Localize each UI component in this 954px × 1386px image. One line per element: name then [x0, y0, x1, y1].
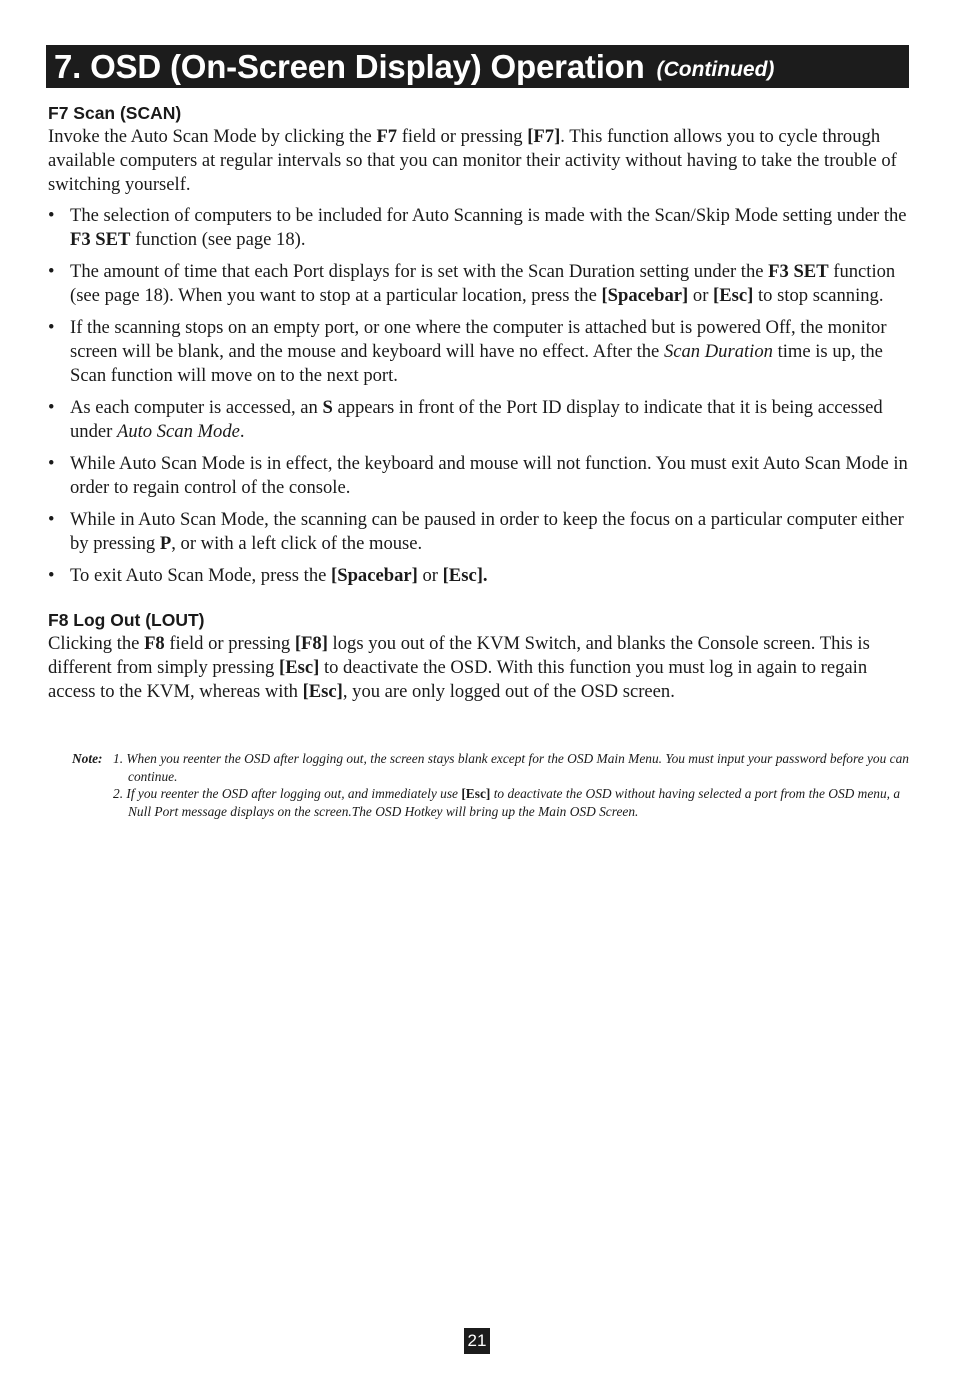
- text: , you are only logged out of the OSD screen.: [342, 681, 675, 702]
- key-label: S: [322, 397, 333, 418]
- note-item: [72, 785, 910, 820]
- text: function (see page 18).: [130, 229, 306, 250]
- text: Clicking the: [48, 633, 145, 654]
- key-label: [Esc]: [713, 285, 754, 306]
- f7-bullet-list: [48, 204, 910, 588]
- list-item: [48, 260, 910, 308]
- bullet-icon: •: [48, 397, 55, 418]
- f7-intro: [48, 125, 910, 197]
- text: The amount of time that each Port displays for is set with the Scan Duration setting under the: [70, 261, 769, 282]
- f8-body: [48, 632, 910, 704]
- text: , or with a left click of the mouse.: [171, 533, 423, 554]
- section-title-banner: [46, 45, 909, 88]
- text: to deactivate the OSD. With this function you must log in again to regain access to the KVM, whereas with: [48, 657, 868, 702]
- text: function (see page 18). When you want to stop at a particular location, press the: [70, 261, 896, 306]
- note-text: 2. If you reenter the OSD after logging out, and immediately use: [113, 786, 462, 801]
- key-label: F3 SET: [768, 261, 829, 282]
- key-label: P: [159, 533, 172, 554]
- key-label: F3 SET: [70, 229, 131, 250]
- text: field or pressing: [164, 633, 295, 654]
- text: As each computer is accessed, an: [70, 397, 323, 418]
- bullet-icon: •: [48, 261, 55, 282]
- text: Invoke the Auto Scan Mode by clicking the: [48, 126, 377, 147]
- text: While in Auto Scan Mode, the scanning can be paused in order to keep the focus on a particular computer either by pressing: [70, 509, 904, 554]
- key-label: [F8]: [294, 633, 328, 654]
- note-label: Note:: [72, 751, 103, 766]
- f8-section: [48, 608, 910, 704]
- continued-label: (Continued): [656, 57, 775, 81]
- text: If the scanning stops on an empty port, or one where the computer is attached but is powered Off, the monitor screen will be blank, and the mouse and keyboard will have no effect. After the: [70, 317, 887, 362]
- term: Auto Scan Mode: [116, 421, 240, 442]
- note-text: to deactivate the OSD without having selected a port from the OSD menu, a Null Port message displays on the screen.The OSD Hotkey will bring up the Main OSD Screen.: [128, 786, 901, 819]
- bullet-icon: •: [48, 317, 55, 338]
- text: or: [417, 565, 443, 586]
- bullet-icon: •: [48, 205, 55, 226]
- key-label: [Spacebar]: [601, 285, 689, 306]
- page-title: 7. OSD (On-Screen Display) Operation: [54, 47, 645, 85]
- text: .: [239, 421, 245, 442]
- note-block: [72, 750, 910, 820]
- text: appears in front of the Port ID display to indicate that it is being accessed under: [70, 397, 883, 442]
- key-label: [Esc].: [442, 565, 488, 586]
- text: or: [688, 285, 714, 306]
- f7-heading: F7 Scan (SCAN): [48, 103, 182, 123]
- list-item: [48, 396, 910, 444]
- key-label: [Spacebar]: [331, 565, 418, 586]
- text: . This function allows you to cycle through available computers at regular intervals so that you can monitor their activity without having to take the trouble of switching yourself.: [48, 126, 897, 195]
- bullet-icon: •: [48, 565, 55, 586]
- key-label: [Esc]: [302, 681, 343, 702]
- text: The selection of computers to be included for Auto Scanning is made with the Scan/Skip Mode setting under the: [70, 205, 907, 226]
- text: to stop scanning.: [753, 285, 884, 306]
- key-label: F8: [144, 633, 165, 654]
- text: time is up, the Scan function will move on to the next port.: [70, 341, 883, 386]
- text: To exit Auto Scan Mode, press the: [70, 565, 332, 586]
- text: field or pressing: [397, 126, 528, 147]
- term: Scan Duration: [663, 341, 773, 362]
- f8-heading: F8 Log Out (LOUT): [48, 610, 205, 630]
- list-item: [48, 508, 910, 556]
- list-item: [48, 564, 910, 588]
- key-label: [F7]: [527, 126, 561, 147]
- page-number: 21: [464, 1328, 490, 1354]
- list-item: [48, 204, 910, 252]
- key-label: [Esc]: [461, 786, 491, 801]
- bullet-icon: •: [48, 509, 55, 530]
- note-item: [72, 750, 910, 785]
- bullet-icon: •: [48, 453, 55, 474]
- key-label: F7: [376, 126, 398, 147]
- note-text: 1. When you reenter the OSD after logging out, the screen stays blank except for the OSD Main Menu. You must input your password before you can continue.: [113, 751, 909, 784]
- text: While Auto Scan Mode is in effect, the keyboard and mouse will not function. You must exit Auto Scan Mode in order to regain control of the console.: [70, 453, 908, 498]
- key-label: [Esc]: [279, 657, 320, 678]
- list-item: [48, 316, 910, 388]
- text: logs you out of the KVM Switch, and blanks the Console screen. This is different from simply pressing: [48, 633, 870, 678]
- main-content: [48, 101, 910, 704]
- list-item: [48, 452, 910, 500]
